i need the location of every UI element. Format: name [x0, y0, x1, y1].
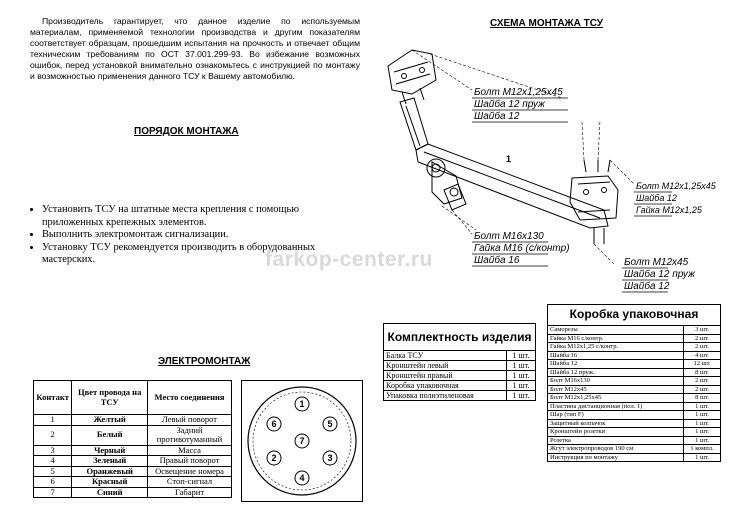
table-row — [548, 436, 721, 445]
item-qty: 4 шт. — [684, 351, 721, 360]
item-name: Балка ТСУ — [384, 351, 507, 361]
label-bolt-center: Болт М16х130 — [474, 231, 544, 242]
table-row — [548, 360, 721, 369]
item-qty: 8 шт. — [684, 394, 721, 403]
item-name: Шайба 12 пруж. — [548, 368, 684, 377]
socket-pin-label: 7 — [299, 436, 305, 446]
table-row — [548, 377, 721, 386]
label-washer-spring-top: Шайба 12 пруж — [474, 99, 545, 110]
item-name: Жгут электропроводов 190 см — [548, 445, 684, 454]
contact-number: 2 — [34, 425, 72, 445]
contact-number: 7 — [34, 487, 72, 498]
item-qty: 12 шт. — [684, 360, 721, 369]
wire-color: Синий — [72, 487, 148, 498]
wire-color: Красный — [72, 477, 148, 488]
table-row — [384, 381, 536, 391]
item-name: Кронштейн правый — [384, 371, 507, 381]
item-name: Гайка М16 с/контр. — [548, 334, 684, 343]
item-qty: 1 шт. — [684, 428, 721, 437]
item-name: Инструкция по монтажу — [548, 453, 684, 462]
table-row — [548, 453, 721, 462]
table-row — [34, 425, 232, 445]
table-row — [548, 402, 721, 411]
label-nut-right: Гайка М12х1,25 — [636, 205, 702, 215]
item-qty: 1 шт. — [684, 436, 721, 445]
label-washer-right: Шайба 12 — [636, 193, 677, 203]
header-color: Цвет провода на ТСУ — [72, 381, 148, 415]
item-name: Кронштейн розетки — [548, 428, 684, 437]
item-name: Болт М16х130 — [548, 377, 684, 386]
contact-number: 4 — [34, 456, 72, 467]
table-row — [34, 456, 232, 467]
contact-number: 1 — [34, 415, 72, 426]
wire-color: Желтый — [72, 415, 148, 426]
socket-pin-label: 3 — [327, 453, 333, 463]
item-name: Коробка упаковочная — [384, 381, 507, 391]
table-header-row — [34, 381, 232, 415]
table-row — [34, 466, 232, 477]
item-qty: 1 шт. — [684, 411, 721, 420]
contact-number: 6 — [34, 477, 72, 488]
connection-point: Правый поворот — [148, 456, 232, 467]
label-washer-center: Шайба 16 — [474, 255, 520, 266]
wire-color: Черный — [72, 445, 148, 456]
connection-point: Освещение номера — [148, 466, 232, 477]
item-name: Шайба 16 — [548, 351, 684, 360]
socket-pin-label: 6 — [271, 419, 277, 429]
contact-number: 3 — [34, 445, 72, 456]
step-item: • Установку ТСУ рекомендуется производить в оборудованных мастерских. — [42, 242, 362, 267]
wire-color: Оранжевый — [72, 466, 148, 477]
connection-point: Масса — [148, 445, 232, 456]
item-name: Гайка М12х1,25 с/контр. — [548, 343, 684, 352]
table-row — [34, 445, 232, 456]
montage-title: ПОРЯДОК МОНТАЖА — [134, 126, 239, 137]
item-qty: 1 шт. — [684, 453, 721, 462]
table-row — [384, 391, 536, 401]
connection-point: Стоп-сигнал — [148, 477, 232, 488]
item-name: Пластина дистанционная (пол. 1) — [548, 402, 684, 411]
callout-number: 1 — [506, 154, 512, 164]
box-title: Коробка упаковочная — [548, 305, 721, 326]
item-qty: 2 шт. — [684, 343, 721, 352]
item-name: Шайба 12 — [548, 360, 684, 369]
socket-pin-label: 2 — [271, 453, 277, 463]
table-row — [34, 415, 232, 426]
item-qty: 1 шт. — [507, 391, 536, 401]
item-qty: 1 шт. — [684, 419, 721, 428]
item-qty: 1 компл. — [684, 445, 721, 454]
table-row — [384, 371, 536, 381]
table-row — [34, 477, 232, 488]
connection-point: Габарит — [148, 487, 232, 498]
step-item: • Установить ТСУ на штатные места крепления с помощью приложенных крепежных элементов. — [42, 204, 362, 229]
item-name: Защитный колпачок — [548, 419, 684, 428]
wiring-table — [33, 380, 232, 498]
label-bolt-top: Болт М12х1,25х45 — [474, 87, 563, 98]
item-name: Розетка — [548, 436, 684, 445]
header-contact: Контакт — [34, 381, 72, 415]
table-row — [548, 419, 721, 428]
item-qty: 1 шт. — [507, 381, 536, 391]
item-qty: 2 шт. — [684, 377, 721, 386]
wire-color: Белый — [72, 425, 148, 445]
contact-number: 5 — [34, 466, 72, 477]
item-name: Саморезы — [548, 326, 684, 335]
item-qty: 3 шт. — [684, 326, 721, 335]
completeness-title: Комплектность изделия — [384, 324, 536, 351]
item-qty: 2 шт. — [684, 334, 721, 343]
intro-paragraph: Производитель гарантирует, что данное изделие по используемым материалам, применяемой технологии производства и другим показателям соответствует образцам, прошедшим испытания на прочность и отвечает общим техническим требованиям по ОСТ 37.001.299-93. Во избежание возможных ошибок, перед установкой внимательно ознакомьтесь с инструкцией по монтажу и возможностью применения данного ТСУ к Вашему автомобилю. — [30, 16, 360, 81]
label-washer-spring-bottom: Шайба 12 пруж — [624, 269, 695, 280]
wire-color: Зеленый — [72, 456, 148, 467]
item-qty: 1 шт. — [684, 402, 721, 411]
item-qty: 1 шт. — [507, 371, 536, 381]
connection-point: Задний противотуманный — [148, 425, 232, 445]
socket-pin-label: 4 — [299, 473, 305, 483]
table-row — [548, 411, 721, 420]
table-row — [384, 351, 536, 361]
table-row — [548, 351, 721, 360]
table-row — [548, 445, 721, 454]
item-name: Кронштейн левый — [384, 361, 507, 371]
label-washer-top: Шайба 12 — [474, 111, 520, 122]
step-item: • Выполнить электромонтаж сигнализации. — [42, 229, 362, 242]
item-qty: 1 шт. — [507, 351, 536, 361]
connection-point: Левый поворот — [148, 415, 232, 426]
table-row — [548, 385, 721, 394]
socket-pin-label: 1 — [299, 399, 305, 409]
label-bolt-right: Болт М12х1,25х45 — [636, 181, 716, 191]
towbar-diagram — [372, 32, 716, 302]
table-row — [548, 326, 721, 335]
item-name: Шар (тип F) — [548, 411, 684, 420]
table-row — [548, 428, 721, 437]
label-washer-bottom: Шайба 12 — [624, 281, 670, 292]
item-qty: 2 шт. — [684, 385, 721, 394]
table-row — [548, 394, 721, 403]
item-name: Болт М12х45 — [548, 385, 684, 394]
header-connection: Место соединения — [148, 381, 232, 415]
table-row — [34, 487, 232, 498]
socket-diagram — [241, 380, 363, 502]
label-nut-center: Гайка М16 (с/контр) — [474, 243, 570, 254]
item-qty: 1 шт. — [507, 361, 536, 371]
scheme-title: СХЕМА МОНТАЖА ТСУ — [490, 18, 603, 29]
item-name: Болт М12х1,25х45 — [548, 394, 684, 403]
table-row — [384, 361, 536, 371]
table-row — [548, 334, 721, 343]
item-qty: 8 шт. — [684, 368, 721, 377]
completeness-table — [383, 323, 536, 401]
label-bolt-bottom: Болт М12х45 — [624, 257, 689, 268]
item-name: Упаковка полиэтиленовая — [384, 391, 507, 401]
electro-title: ЭЛЕКТРОМОНТАЖ — [158, 356, 251, 367]
box-contents-table — [547, 304, 721, 462]
watermark: farkop-center.ru — [265, 248, 433, 271]
socket-pin-label: 5 — [327, 419, 333, 429]
towbar-drawing — [388, 50, 618, 244]
table-row — [548, 343, 721, 352]
table-row — [548, 368, 721, 377]
